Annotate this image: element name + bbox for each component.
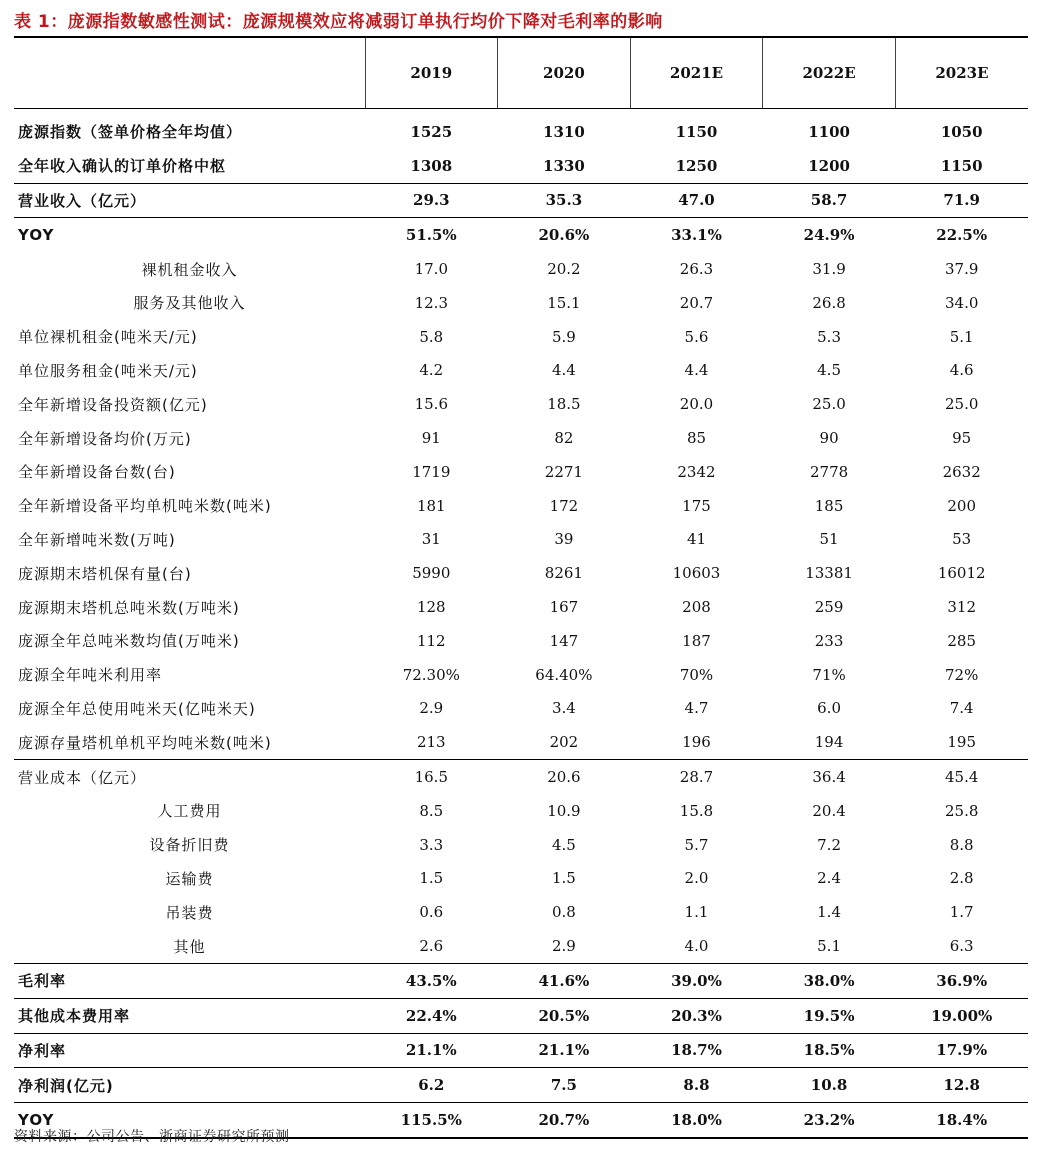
cell-value: 17.9% bbox=[895, 1033, 1028, 1068]
cell-value: 7.5 bbox=[498, 1068, 631, 1103]
table-row bbox=[14, 421, 1028, 455]
cell-value: 2271 bbox=[544, 462, 583, 481]
row-label: 营业收入（亿元） bbox=[14, 183, 365, 218]
cell-value: 15.1 bbox=[547, 293, 581, 312]
table-row bbox=[14, 963, 1028, 998]
cell-value: 20.5% bbox=[498, 998, 631, 1033]
cell-value: 53 bbox=[952, 530, 972, 549]
header-row bbox=[14, 37, 1028, 109]
cell-value: 41.6% bbox=[498, 963, 631, 998]
table-row bbox=[14, 523, 1028, 557]
table-row bbox=[14, 489, 1028, 523]
cell-value: 1.5 bbox=[551, 869, 576, 888]
cell-value: 2342 bbox=[677, 462, 716, 481]
table-row bbox=[14, 658, 1028, 692]
row-label: 全年新增吨米数(万吨) bbox=[18, 530, 176, 549]
cell-value: 16.5 bbox=[365, 760, 498, 794]
cell-value: 18.5% bbox=[763, 1033, 896, 1068]
cell-value: 51.5% bbox=[365, 218, 498, 252]
cell-value: 15.8 bbox=[679, 801, 714, 820]
cell-value: 1150 bbox=[940, 156, 983, 175]
table-row bbox=[14, 760, 1028, 794]
cell-value: 128 bbox=[416, 598, 446, 617]
table-body bbox=[14, 109, 1028, 1138]
cell-value: 187 bbox=[682, 631, 711, 650]
cell-value: 5.7 bbox=[684, 835, 709, 854]
cell-value: 6.2 bbox=[365, 1068, 498, 1103]
cell-value: 1100 bbox=[808, 122, 850, 141]
cell-value: 16012 bbox=[937, 564, 986, 583]
cell-value: 20.2 bbox=[547, 260, 581, 279]
cell-value: 115.5% bbox=[365, 1103, 498, 1138]
row-label: YOY bbox=[14, 1103, 365, 1138]
cell-value: 2778 bbox=[809, 462, 849, 481]
row-label: 庞源存量塔机单机平均吨米数(吨米) bbox=[18, 733, 272, 752]
cell-value: 25.8 bbox=[944, 801, 979, 820]
cell-value: 4.4 bbox=[551, 361, 576, 380]
cell-value: 1250 bbox=[675, 156, 718, 175]
cell-value: 0.6 bbox=[419, 903, 444, 922]
row-label: 单位裸机租金(吨米天/元) bbox=[18, 328, 198, 347]
cell-value: 1150 bbox=[675, 122, 718, 141]
row-label: 庞源全年吨米利用率 bbox=[18, 666, 163, 685]
cell-value: 91 bbox=[421, 429, 441, 448]
row-label: 营业成本（亿元） bbox=[14, 760, 365, 794]
cell-value: 95 bbox=[952, 429, 972, 448]
cell-value: 147 bbox=[549, 631, 579, 650]
cell-value: 208 bbox=[682, 598, 711, 617]
cell-value: 167 bbox=[549, 598, 579, 617]
row-label: 吊装费 bbox=[165, 903, 214, 922]
cell-value: 5.6 bbox=[684, 327, 709, 346]
cell-value: 233 bbox=[814, 631, 844, 650]
cell-value: 51 bbox=[819, 530, 839, 549]
table-row bbox=[14, 590, 1028, 624]
table-row bbox=[14, 320, 1028, 354]
cell-value: 20.0 bbox=[679, 395, 714, 414]
cell-value: 1.4 bbox=[817, 903, 841, 922]
table-row bbox=[14, 895, 1028, 929]
row-label: 净利润(亿元) bbox=[14, 1068, 365, 1103]
cell-value: 1.7 bbox=[949, 903, 974, 922]
cell-value: 4.0 bbox=[684, 937, 709, 956]
cell-value: 21.1% bbox=[365, 1033, 498, 1068]
sensitivity-table bbox=[14, 36, 1028, 1139]
cell-value: 26.3 bbox=[679, 260, 714, 279]
cell-value: 24.9% bbox=[763, 218, 896, 252]
row-label: 净利率 bbox=[14, 1033, 365, 1068]
cell-value: 4.7 bbox=[684, 699, 709, 718]
cell-value: 1310 bbox=[543, 122, 585, 141]
cell-value: 70% bbox=[679, 665, 714, 684]
table-row bbox=[14, 183, 1028, 218]
cell-value: 21.1% bbox=[498, 1033, 631, 1068]
cell-value: 5990 bbox=[412, 564, 451, 583]
row-label: 全年收入确认的订单价格中枢 bbox=[18, 157, 227, 176]
cell-value: 15.6 bbox=[414, 395, 448, 414]
row-label: 其他成本费用率 bbox=[14, 998, 365, 1033]
row-label: 庞源期末塔机保有量(台) bbox=[18, 564, 192, 583]
cell-value: 112 bbox=[416, 631, 446, 650]
cell-value: 7.4 bbox=[949, 699, 974, 718]
cell-value: 2.9 bbox=[551, 937, 576, 956]
cell-value: 6.3 bbox=[949, 937, 974, 956]
cell-value: 5.3 bbox=[817, 327, 841, 346]
cell-value: 20.7% bbox=[498, 1103, 631, 1138]
cell-value: 36.4 bbox=[763, 760, 896, 794]
table-row bbox=[14, 109, 1028, 149]
cell-value: 285 bbox=[947, 631, 976, 650]
cell-value: 7.2 bbox=[817, 835, 841, 854]
cell-value: 13381 bbox=[805, 564, 853, 583]
cell-value: 20.6% bbox=[498, 218, 631, 252]
table-row bbox=[14, 929, 1028, 963]
row-label: 庞源全年总使用吨米天(亿吨米天) bbox=[18, 699, 256, 718]
table-row bbox=[14, 1068, 1028, 1103]
cell-value: 2.9 bbox=[419, 699, 444, 718]
cell-value: 3.4 bbox=[551, 699, 576, 718]
cell-value: 19.5% bbox=[763, 998, 896, 1033]
cell-value: 12.3 bbox=[414, 293, 448, 312]
cell-value: 34.0 bbox=[944, 293, 979, 312]
table-row bbox=[14, 998, 1028, 1033]
cell-value: 8261 bbox=[544, 564, 583, 583]
table-row bbox=[14, 218, 1028, 252]
cell-value: 20.7 bbox=[679, 293, 714, 312]
cell-value: 64.40% bbox=[535, 665, 593, 684]
row-label: 庞源全年总吨米数均值(万吨米) bbox=[18, 632, 240, 651]
cell-value: 90 bbox=[819, 429, 839, 448]
cell-value: 259 bbox=[814, 598, 844, 617]
cell-value: 20.3% bbox=[630, 998, 763, 1033]
cell-value: 0.8 bbox=[551, 903, 576, 922]
source-note: 资料来源：公司公告、浙商证券研究所预测 bbox=[14, 1129, 290, 1145]
cell-value: 2632 bbox=[942, 462, 981, 481]
row-label: 服务及其他收入 bbox=[133, 294, 246, 313]
cell-value: 1050 bbox=[940, 122, 983, 141]
cell-value: 1.5 bbox=[419, 869, 444, 888]
cell-value: 8.8 bbox=[949, 835, 974, 854]
cell-value: 195 bbox=[947, 733, 976, 752]
cell-value: 41 bbox=[686, 530, 707, 549]
table-row bbox=[14, 354, 1028, 388]
cell-value: 181 bbox=[416, 496, 446, 515]
cell-value: 1525 bbox=[410, 122, 453, 141]
cell-value: 20.6 bbox=[498, 760, 631, 794]
cell-value: 5.9 bbox=[551, 327, 576, 346]
cell-value: 29.3 bbox=[365, 183, 498, 218]
cell-value: 17.0 bbox=[414, 260, 448, 279]
cell-value: 185 bbox=[814, 496, 844, 515]
header-corner bbox=[14, 37, 365, 109]
cell-value: 39 bbox=[554, 530, 574, 549]
row-label: 裸机租金收入 bbox=[141, 260, 238, 279]
cell-value: 20.4 bbox=[812, 801, 846, 820]
row-label: 庞源期末塔机总吨米数(万吨米) bbox=[18, 598, 240, 617]
cell-value: 18.5 bbox=[547, 395, 581, 414]
cell-value: 8.5 bbox=[419, 801, 444, 820]
cell-value: 4.6 bbox=[949, 361, 974, 380]
cell-value: 28.7 bbox=[630, 760, 763, 794]
cell-value: 71.9 bbox=[895, 183, 1028, 218]
cell-value: 1.1 bbox=[684, 903, 709, 922]
table-row bbox=[14, 387, 1028, 421]
cell-value: 1719 bbox=[412, 462, 451, 481]
cell-value: 1200 bbox=[808, 156, 850, 175]
table-row bbox=[14, 1033, 1028, 1068]
cell-value: 71% bbox=[812, 665, 846, 684]
cell-value: 43.5% bbox=[365, 963, 498, 998]
table-row bbox=[14, 286, 1028, 320]
cell-value: 175 bbox=[682, 496, 711, 515]
cell-value: 196 bbox=[682, 733, 711, 752]
cell-value: 2.8 bbox=[949, 869, 974, 888]
row-label: YOY bbox=[14, 218, 365, 252]
cell-value: 36.9% bbox=[895, 963, 1028, 998]
cell-value: 213 bbox=[416, 733, 446, 752]
table-row bbox=[14, 692, 1028, 726]
cell-value: 200 bbox=[947, 496, 976, 515]
cell-value: 35.3 bbox=[498, 183, 631, 218]
col-header-2022e: 2022E bbox=[763, 37, 896, 109]
table-row bbox=[14, 149, 1028, 183]
cell-value: 47.0 bbox=[630, 183, 763, 218]
cell-value: 72% bbox=[945, 665, 979, 684]
row-label: 全年新增设备均价(万元) bbox=[18, 429, 192, 448]
table-row bbox=[14, 862, 1028, 896]
cell-value: 38.0% bbox=[763, 963, 896, 998]
cell-value: 8.8 bbox=[630, 1068, 763, 1103]
cell-value: 2.6 bbox=[419, 937, 444, 956]
cell-value: 10603 bbox=[672, 564, 721, 583]
row-label: 设备折旧费 bbox=[149, 836, 230, 855]
cell-value: 5.1 bbox=[817, 937, 841, 956]
cell-value: 4.5 bbox=[551, 835, 576, 854]
cell-value: 2.0 bbox=[684, 869, 709, 888]
cell-value: 19.00% bbox=[895, 998, 1028, 1033]
table-title: 表 1：庞源指数敏感性测试：庞源规模效应将减弱订单执行均价下降对毛利率的影响 bbox=[14, 12, 663, 32]
cell-value: 18.7% bbox=[630, 1033, 763, 1068]
cell-value: 12.8 bbox=[895, 1068, 1028, 1103]
table-row bbox=[14, 556, 1028, 590]
col-header-2019: 2019 bbox=[365, 37, 498, 109]
table-header bbox=[14, 37, 1028, 109]
cell-value: 18.4% bbox=[895, 1103, 1028, 1138]
table-row bbox=[14, 624, 1028, 658]
cell-value: 18.0% bbox=[630, 1103, 763, 1138]
cell-value: 26.8 bbox=[812, 293, 846, 312]
table-row bbox=[14, 252, 1028, 286]
cell-value: 3.3 bbox=[419, 835, 444, 854]
cell-value: 23.2% bbox=[763, 1103, 896, 1138]
table-row bbox=[14, 455, 1028, 489]
cell-value: 10.9 bbox=[547, 801, 581, 820]
table-row bbox=[14, 794, 1028, 828]
table-row bbox=[14, 725, 1028, 759]
cell-value: 6.0 bbox=[817, 699, 841, 718]
row-label: 人工费用 bbox=[157, 802, 222, 821]
cell-value: 1330 bbox=[543, 156, 585, 175]
cell-value: 85 bbox=[686, 429, 707, 448]
row-label: 毛利率 bbox=[14, 963, 365, 998]
cell-value: 45.4 bbox=[895, 760, 1028, 794]
row-label: 全年新增设备平均单机吨米数(吨米) bbox=[18, 497, 272, 516]
cell-value: 39.0% bbox=[630, 963, 763, 998]
cell-value: 1308 bbox=[410, 156, 453, 175]
cell-value: 22.5% bbox=[895, 218, 1028, 252]
cell-value: 2.4 bbox=[817, 869, 841, 888]
cell-value: 10.8 bbox=[763, 1068, 896, 1103]
row-label: 运输费 bbox=[165, 869, 214, 888]
cell-value: 4.5 bbox=[817, 361, 841, 380]
row-label: 庞源指数（签单价格全年均值） bbox=[18, 123, 243, 142]
table-row bbox=[14, 828, 1028, 862]
cell-value: 4.4 bbox=[684, 361, 709, 380]
cell-value: 5.1 bbox=[949, 327, 974, 346]
cell-value: 5.8 bbox=[419, 327, 444, 346]
col-header-2021e: 2021E bbox=[630, 37, 763, 109]
cell-value: 22.4% bbox=[365, 998, 498, 1033]
cell-value: 31 bbox=[421, 530, 441, 549]
cell-value: 172 bbox=[549, 496, 579, 515]
cell-value: 82 bbox=[554, 429, 574, 448]
cell-value: 312 bbox=[947, 598, 976, 617]
row-label: 其他 bbox=[173, 937, 206, 956]
cell-value: 33.1% bbox=[630, 218, 763, 252]
cell-value: 31.9 bbox=[812, 260, 846, 279]
row-label: 单位服务租金(吨米天/元) bbox=[18, 361, 198, 380]
cell-value: 25.0 bbox=[812, 395, 846, 414]
col-header-2023e: 2023E bbox=[895, 37, 1028, 109]
cell-value: 58.7 bbox=[763, 183, 896, 218]
col-header-2020: 2020 bbox=[498, 37, 631, 109]
cell-value: 4.2 bbox=[419, 361, 444, 380]
cell-value: 72.30% bbox=[402, 665, 460, 684]
row-label: 全年新增设备台数(台) bbox=[18, 463, 176, 482]
cell-value: 25.0 bbox=[944, 395, 979, 414]
cell-value: 37.9 bbox=[944, 260, 979, 279]
row-label: 全年新增设备投资额(亿元) bbox=[18, 395, 208, 414]
cell-value: 202 bbox=[549, 733, 579, 752]
cell-value: 194 bbox=[814, 733, 844, 752]
